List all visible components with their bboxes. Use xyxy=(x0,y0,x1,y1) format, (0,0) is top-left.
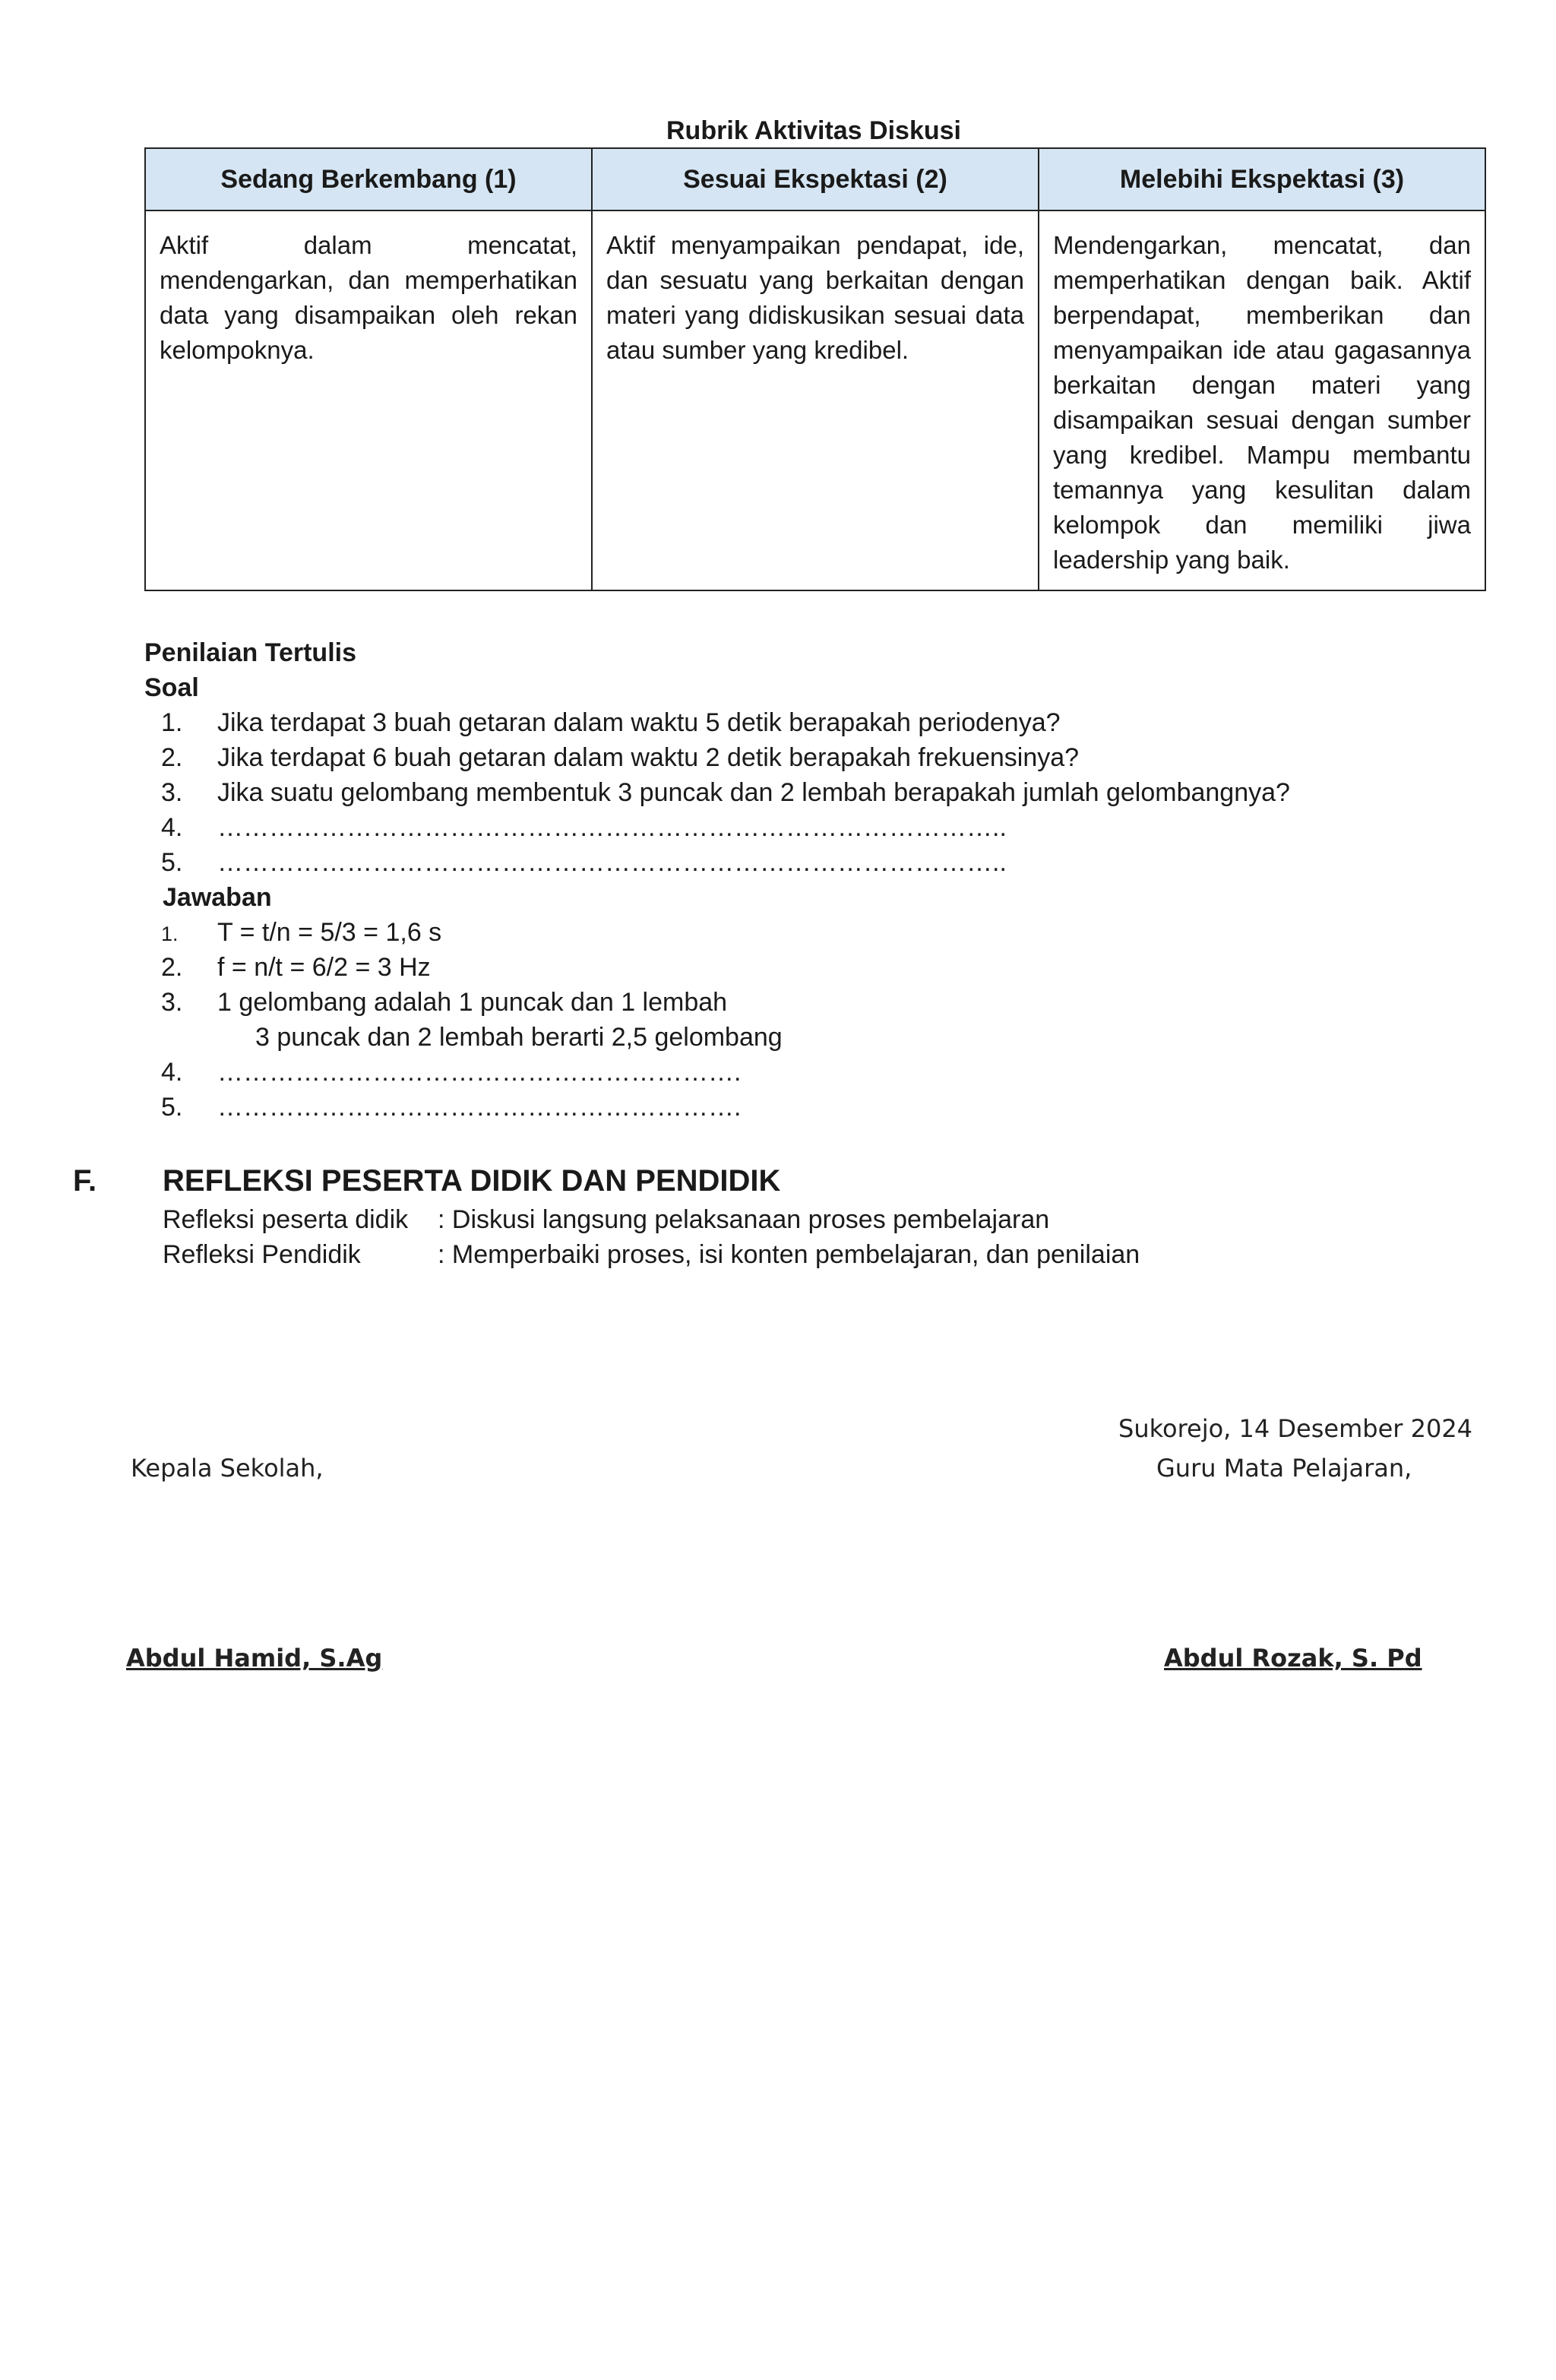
answer-number: 1. xyxy=(161,923,179,945)
rubric-table xyxy=(144,147,1486,591)
answer-number: 2. xyxy=(161,953,183,982)
rubric-header-cell: Sedang Berkembang (1) xyxy=(145,148,592,210)
rubric-cell: Aktif menyampaikan pendapat, ide, dan sesuatu yang berkaitan dengan materi yang didiskusikan sesuai data atau sumber yang kredibel. xyxy=(592,210,1039,590)
left-signer-name: Abdul Hamid, S.Ag xyxy=(126,1644,383,1673)
reflection-value: : Diskusi langsung pelaksanaan proses pembelajaran xyxy=(438,1205,1050,1234)
section-letter: F. xyxy=(73,1164,97,1198)
answer-text: f = n/t = 6/2 = 3 Hz xyxy=(217,953,431,982)
rubric-cell: Aktif dalam mencatat, mendengarkan, dan memperhatikan data yang disampaikan oleh rekan kelompoknya. xyxy=(145,210,592,590)
question-text: ……………………………………………………………………………….. xyxy=(217,813,1007,842)
soal-label: Soal xyxy=(144,673,199,702)
answer-text: ……………………………………………………. xyxy=(217,1058,742,1087)
reflection-label: Refleksi peserta didik xyxy=(163,1205,409,1234)
rubric-header-cell: Sesuai Ekspektasi (2) xyxy=(592,148,1039,210)
question-text: ……………………………………………………………………………….. xyxy=(217,848,1007,877)
rubric-header-cell: Melebihi Ekspektasi (3) xyxy=(1039,148,1485,210)
answer-text: 3 puncak dan 2 lembah berarti 2,5 gelombang xyxy=(255,1023,783,1052)
right-signer-name: Abdul Rozak, S. Pd xyxy=(1164,1644,1422,1673)
question-number: 5. xyxy=(161,848,183,877)
reflection-value: : Memperbaiki proses, isi konten pembelajaran, dan penilaian xyxy=(438,1240,1140,1269)
rubric-cell: Mendengarkan, mencatat, dan memperhatikan dengan baik. Aktif berpendapat, memberikan dan menyampaikan ide atau gagasannya berkaitan dengan materi yang disampaikan sesuai dengan sumber yang kredibel. Mampu membantu temannya yang kesulitan dalam kelompok dan memiliki jiwa leadership yang baik. xyxy=(1039,210,1485,590)
answer-number: 4. xyxy=(161,1058,183,1087)
answer-text: T = t/n = 5/3 = 1,6 s xyxy=(217,918,442,947)
section-title: REFLEKSI PESERTA DIDIK DAN PENDIDIK xyxy=(163,1164,781,1198)
question-number: 2. xyxy=(161,743,183,772)
question-text: Jika terdapat 6 buah getaran dalam waktu 2 detik berapakah frekuensinya? xyxy=(217,743,1080,772)
answer-text: ……………………………………………………. xyxy=(217,1093,742,1122)
answer-number: 5. xyxy=(161,1093,183,1122)
reflection-label: Refleksi Pendidik xyxy=(163,1240,361,1269)
question-text: Jika terdapat 3 buah getaran dalam waktu 5 detik berapakah periodenya? xyxy=(217,708,1061,737)
answer-number: 3. xyxy=(161,988,183,1017)
left-signer-role: Kepala Sekolah, xyxy=(131,1454,324,1483)
right-signer-role: Guru Mata Pelajaran, xyxy=(1156,1454,1412,1483)
jawaban-label: Jawaban xyxy=(163,883,272,912)
rubric-body-row xyxy=(145,210,1485,590)
question-number: 1. xyxy=(161,708,183,737)
question-number: 4. xyxy=(161,813,183,842)
place-date: Sukorejo, 14 Desember 2024 xyxy=(1118,1414,1473,1443)
written-assessment-heading: Penilaian Tertulis xyxy=(144,638,357,667)
rubric-header-row xyxy=(145,148,1485,210)
question-number: 3. xyxy=(161,778,183,807)
rubric-title: Rubrik Aktivitas Diskusi xyxy=(666,116,961,145)
question-text: Jika suatu gelombang membentuk 3 puncak dan 2 lembah berapakah jumlah gelombangnya? xyxy=(217,778,1290,807)
answer-text: 1 gelombang adalah 1 puncak dan 1 lembah xyxy=(217,988,728,1017)
